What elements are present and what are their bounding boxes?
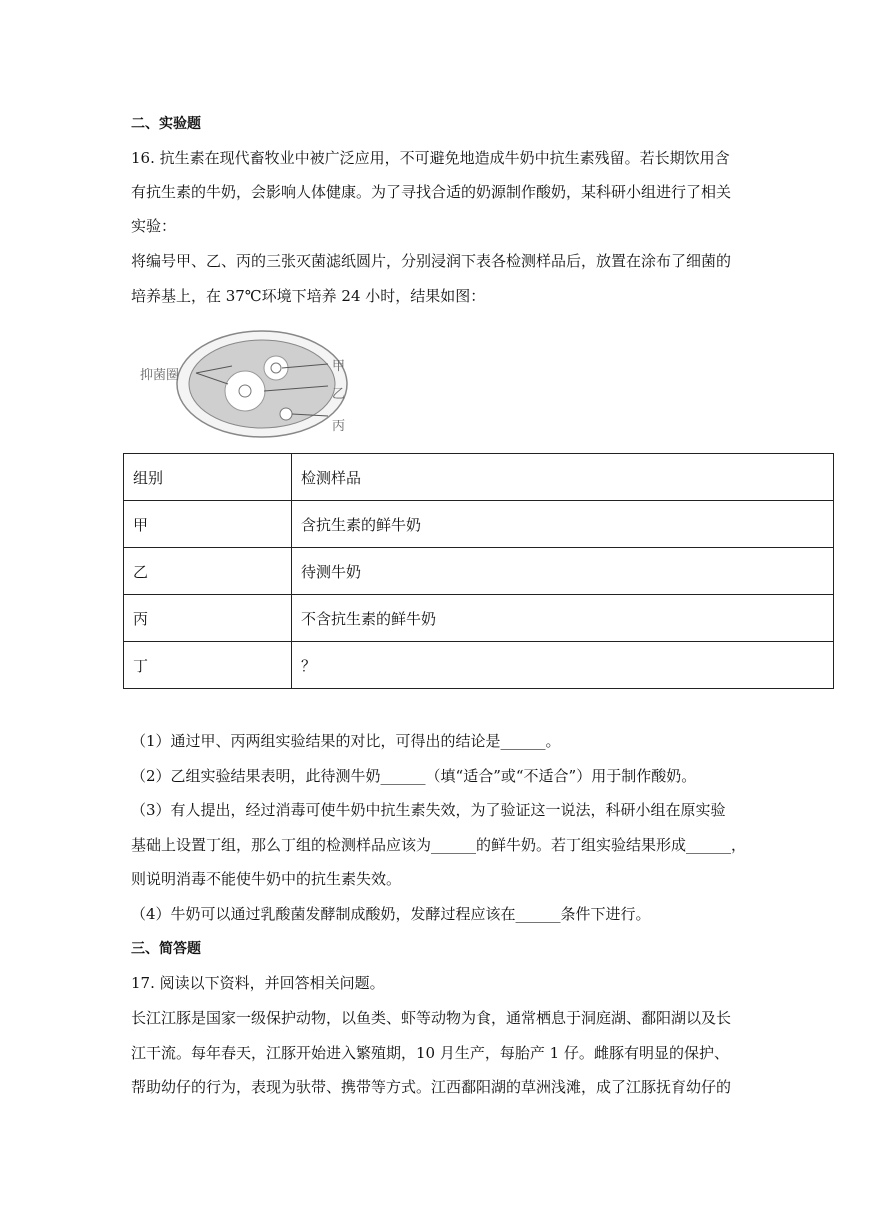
q17-text-line-4: 帮助幼仔的行为，表现为驮带、携带等方式。江西鄱阳湖的草洲浅滩，成了江豚抚育幼仔的 bbox=[131, 1078, 732, 1096]
label-jia: 甲 bbox=[332, 359, 346, 374]
q16-subquestion-4: （4）牛奶可以通过乳酸菌发酵制成酸奶，发酵过程应该在______条件下进行。 bbox=[131, 905, 651, 923]
filter-disc-bing bbox=[280, 408, 292, 420]
q16-text-line-4: 将编号甲、乙、丙的三张灭菌滤纸圆片，分别浸润下表各检测样品后，放置在涂布了细菌的 bbox=[131, 252, 732, 270]
q17-text-line-1: 17. 阅读以下资料，并回答相关问题。 bbox=[131, 974, 385, 992]
label-yi: 乙 bbox=[332, 387, 346, 402]
q16-text-line-3: 实验： bbox=[131, 217, 177, 235]
q16-subquestion-1: （1）通过甲、丙两组实验结果的对比，可得出的结论是______。 bbox=[131, 732, 561, 750]
section-heading-experiment: 二、实验题 bbox=[131, 116, 201, 132]
table-cell-group: 丁 bbox=[124, 642, 292, 689]
q16-subquestion-2: （2）乙组实验结果表明，此待测牛奶______（填“适合”或“不适合”）用于制作酸奶。 bbox=[131, 767, 697, 785]
q17-text-line-2: 长江江豚是国家一级保护动物，以鱼类、虾等动物为食，通常栖息于洞庭湖、鄱阳湖以及长 bbox=[131, 1009, 732, 1027]
table-cell-sample: 含抗生素的鲜牛奶 bbox=[292, 501, 834, 548]
table-cell-sample: ？ bbox=[292, 642, 834, 689]
filter-disc-jia bbox=[271, 363, 281, 373]
table-header-sample: 检测样品 bbox=[292, 454, 834, 501]
label-bing: 丙 bbox=[332, 419, 346, 434]
table-row bbox=[124, 642, 834, 689]
q16-text-line-2: 有抗生素的牛奶，会影响人体健康。为了寻找合适的奶源制作酸奶，某科研小组进行了相关 bbox=[131, 183, 732, 201]
q17-text-line-3: 江干流。每年春天，江豚开始进入繁殖期，10 月生产，每胎产 1 仔。雌豚有明显的保护、 bbox=[131, 1044, 729, 1062]
sample-table bbox=[123, 453, 834, 689]
q16-subquestion-3-line-1: （3）有人提出，经过消毒可使牛奶中抗生素失效，为了验证这一说法，科研小组在原实验 bbox=[131, 801, 726, 819]
q16-subquestion-3-line-2: 基础上设置丁组，那么丁组的检测样品应该为______的鲜牛奶。若丁组实验结果形成______， bbox=[131, 836, 747, 854]
label-inhibition-zone: 抑菌圈 bbox=[140, 368, 180, 383]
table-cell-sample: 待测牛奶 bbox=[292, 548, 834, 595]
table-row bbox=[124, 501, 834, 548]
table-cell-sample: 不含抗生素的鲜牛奶 bbox=[292, 595, 834, 642]
table-header-group: 组别 bbox=[124, 454, 292, 501]
q16-subquestion-3-line-3: 则说明消毒不能使牛奶中的抗生素失效。 bbox=[131, 870, 402, 888]
table-row bbox=[124, 548, 834, 595]
q16-text-line-5: 培养基上，在 37℃环境下培养 24 小时，结果如图： bbox=[131, 287, 486, 305]
table-cell-group: 乙 bbox=[124, 548, 292, 595]
filter-disc-yi bbox=[239, 385, 251, 397]
section-heading-short-answer: 三、简答题 bbox=[131, 941, 201, 957]
table-row bbox=[124, 595, 834, 642]
table-cell-group: 丙 bbox=[124, 595, 292, 642]
table-header-row bbox=[124, 454, 834, 501]
q16-text-line-1: 16. 抗生素在现代畜牧业中被广泛应用，不可避免地造成牛奶中抗生素残留。若长期饮用含 bbox=[131, 149, 730, 167]
petri-dish-figure bbox=[132, 326, 372, 442]
table-cell-group: 甲 bbox=[124, 501, 292, 548]
